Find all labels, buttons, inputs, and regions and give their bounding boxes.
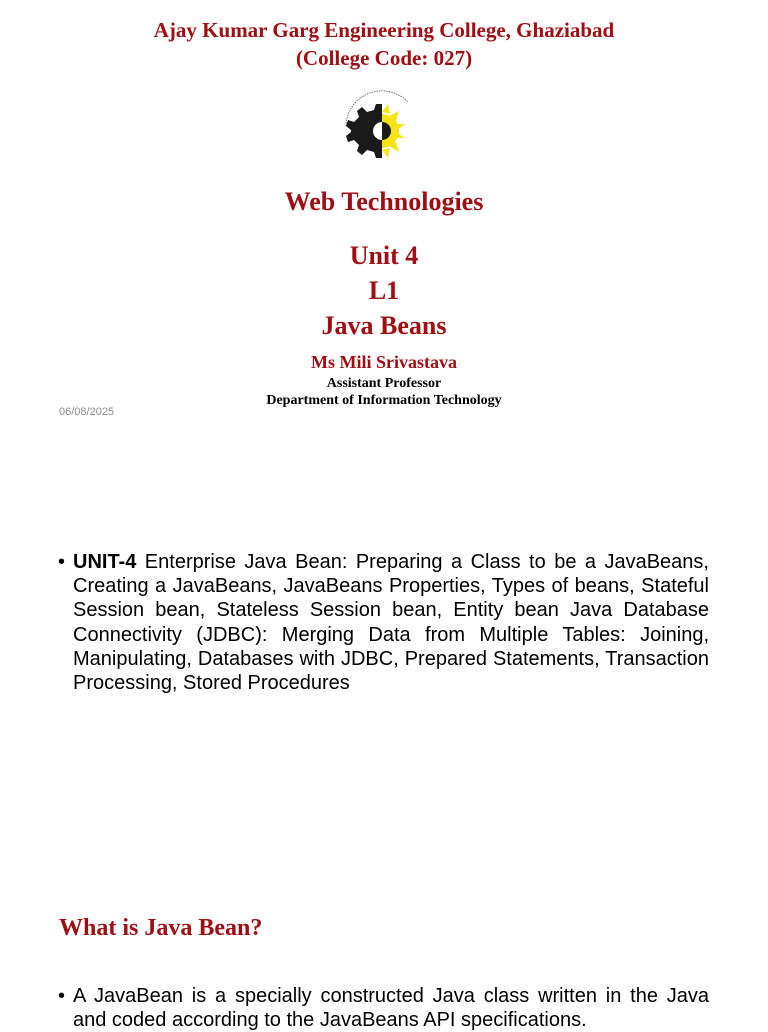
lecture-number: L1 xyxy=(368,276,400,305)
slide-date: 06/08/2025 xyxy=(59,406,115,418)
author-name: Ms Mili Srivastava xyxy=(311,352,457,372)
bullet-marker: • xyxy=(58,985,66,1007)
bullet-marker: • xyxy=(58,551,66,573)
syllabus-content: Enterprise Java Bean: Preparing a Class to be a JavaBeans, Creating a JavaBeans, JavaBeans Properties, Types of beans, Stateful Session bean, Stateless Session bean, Entity bean Java Database Connectivity (JDBC): Merging Data from Multiple Tables: Joining, Manipulating, Databases with JDBC, Prepared Statements, Transaction Processing, Stored Procedures xyxy=(73,551,709,695)
syllabus-label: UNIT-4 xyxy=(73,551,137,573)
college-code: (College Code: 027) xyxy=(295,46,473,70)
section-heading: What is Java Bean? xyxy=(59,915,263,941)
author-designation: Assistant Professor xyxy=(326,376,442,391)
syllabus-text xyxy=(73,550,709,695)
college-header xyxy=(0,16,768,72)
unit-number: Unit 4 xyxy=(349,241,419,270)
topic-title: Java Beans xyxy=(321,311,447,340)
javabean-definition-text: A JavaBean is a specially constructed Java class written in the Java and coded according to the JavaBeans API specifications. xyxy=(73,985,709,1032)
syllabus-bullet xyxy=(58,550,709,695)
subject-title: Web Technologies xyxy=(284,187,484,216)
lecture-title-block xyxy=(0,238,768,343)
akgec-gear-logo-icon xyxy=(336,86,422,176)
author-department: Department of Information Technology xyxy=(266,393,502,408)
javabean-bullet xyxy=(58,984,709,1032)
college-name: Ajay Kumar Garg Engineering College, Ghaziabad xyxy=(153,18,615,42)
